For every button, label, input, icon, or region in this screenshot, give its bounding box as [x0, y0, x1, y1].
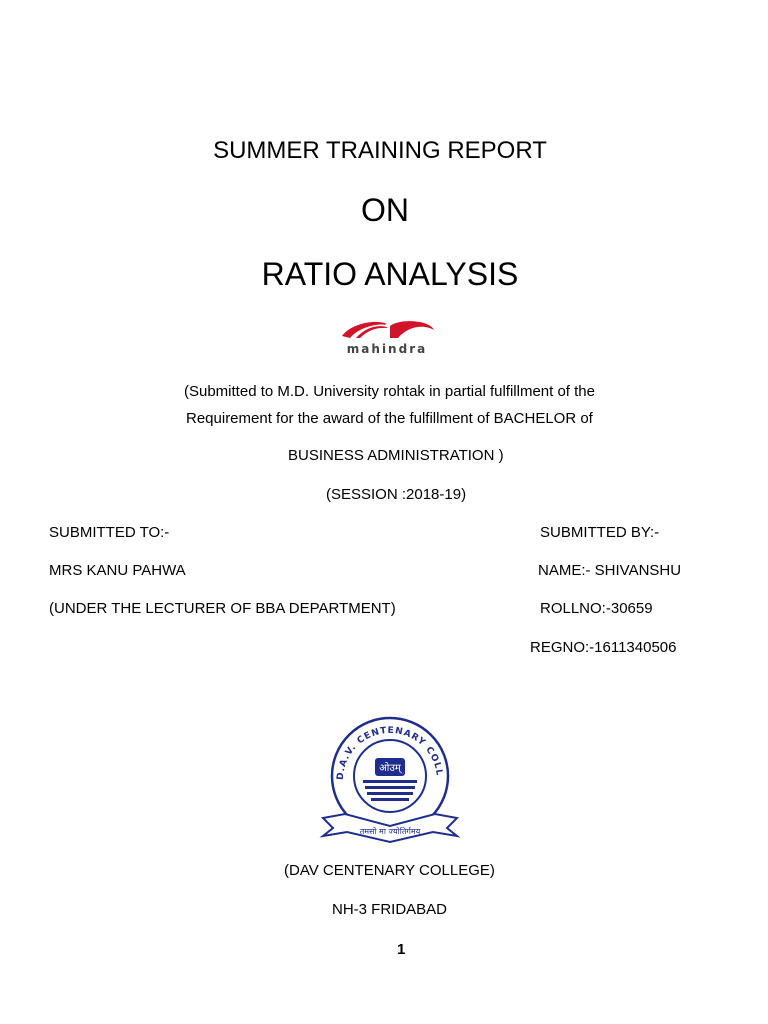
- college-seal: [315, 710, 465, 846]
- svg-text:तमसो मा ज्योतिर्गमय: तमसो मा ज्योतिर्गमय: [359, 827, 421, 836]
- college-seal-icon: [315, 710, 465, 846]
- report-title-on: ON: [361, 192, 409, 228]
- submission-line-3: BUSINESS ADMINISTRATION ): [288, 447, 504, 464]
- svg-text:ओउम्: ओउम्: [379, 763, 401, 774]
- student-name: NAME:- SHIVANSHU: [538, 562, 682, 579]
- svg-text:mahindra: mahindra: [346, 342, 428, 356]
- registration-number: REGNO:-1611340506: [530, 639, 677, 656]
- roll-number: ROLLNO:-30659: [540, 600, 653, 617]
- page-number: 1: [397, 941, 406, 958]
- report-title: SUMMER TRAINING REPORT: [213, 137, 547, 164]
- supervisor-designation: (UNDER THE LECTURER OF BBA DEPARTMENT): [49, 600, 396, 617]
- session: (SESSION :2018-19): [326, 486, 467, 503]
- supervisor-name: MRS KANU PAHWA: [49, 562, 186, 579]
- svg-text:D.A.V. CENTENARY COLLEGE, FARI: D.A.V. CENTENARY COLL: [335, 725, 444, 781]
- submission-line-1: (Submitted to M.D. University rohtak in partial fulfillment of the: [184, 383, 595, 400]
- submission-line-2: Requirement for the award of the fulfillment of BACHELOR of: [186, 410, 593, 427]
- mahindra-logo: [312, 318, 462, 358]
- submitted-to-label: SUBMITTED TO:-: [49, 524, 170, 541]
- college-name: (DAV CENTENARY COLLEGE): [284, 862, 495, 879]
- report-subject: RATIO ANALYSIS: [261, 256, 519, 292]
- submitted-by-label: SUBMITTED BY:-: [540, 524, 660, 541]
- college-address: NH-3 FRIDABAD: [332, 901, 448, 918]
- mahindra-logo-icon: [312, 318, 462, 358]
